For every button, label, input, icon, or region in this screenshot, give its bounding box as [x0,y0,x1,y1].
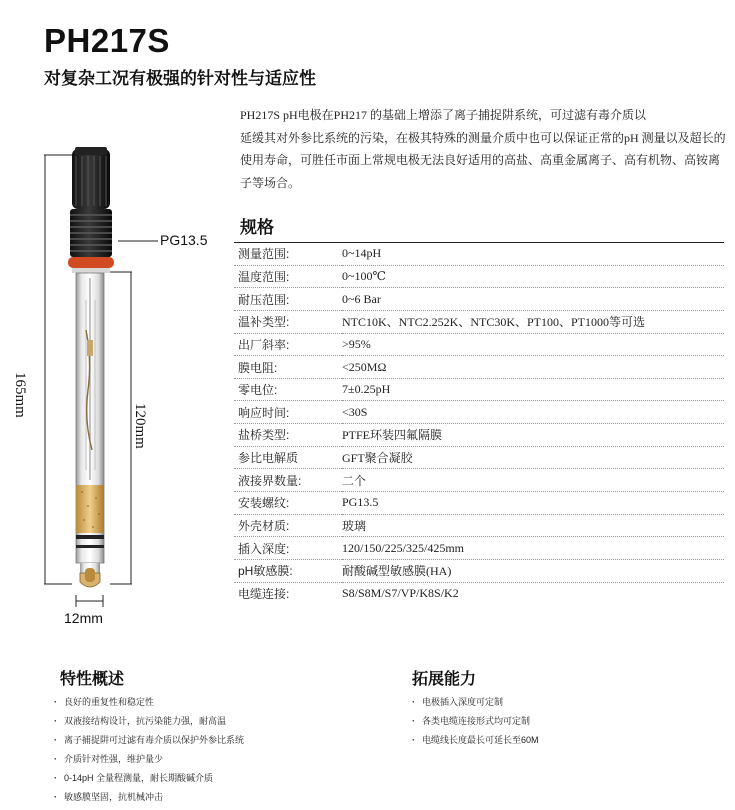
spec-row [234,310,724,333]
spec-label: 参比电解质 [234,446,342,469]
spec-value: 7±0.25pH [342,378,724,401]
spec-row [234,492,724,515]
spec-value: <30S [342,401,724,424]
spec-row [234,537,724,560]
spec-value: 玻璃 [342,514,724,537]
spec-label: 盐桥类型: [234,424,342,447]
spec-label: 膜电阻: [234,356,342,379]
spec-heading: 规格 [240,218,274,237]
list-item: · 电缆线长度最长可延长至60M [412,731,539,750]
spec-label: 响应时间: [234,401,342,424]
spec-label: 出厂斜率: [234,333,342,356]
spec-value: 120/150/225/325/425mm [342,537,724,560]
spec-row [234,582,724,604]
spec-label: 电缆连接: [238,586,290,601]
insert-length-label: 120mm [132,403,148,449]
total-length-label: 165mm [12,372,28,418]
list-item: · 介质针对性强，维护量少 [54,750,244,769]
spec-table [234,242,724,604]
spec-value: PTFE环装四氟隔膜 [342,424,724,447]
spec-label: 温补类型: [234,310,342,333]
spec-label: 温度范围: [234,265,342,288]
spec-label: 插入深度: [234,537,342,560]
spec-value: 0~14pH [342,243,724,266]
thread-dimension-label: PG13.5 [160,232,208,248]
spec-value: PG13.5 [342,492,724,515]
spec-value: NTC10K、NTC2.252K、NTC30K、PT100、PT1000等可选 [342,310,724,333]
spec-value: 耐酸碱型敏感膜(HA) [342,559,724,582]
description-body: 延缓其对外参比系统的污染，在极其特殊的测量介质中也可以保证正常的pH 测量以及超长的使用寿命，可胜任市面上常规电极无法良好适用的高盐、高重金属离子、高有机物、高铵离子等场合。 [240,130,726,190]
list-item: · 敏感膜坚固，抗机械冲击 [54,788,244,807]
spec-value: 0~100℃ [342,265,724,288]
spec-row [234,333,724,356]
spec-row [234,469,724,492]
spec-row [234,424,724,447]
product-title: PH217S [44,22,170,59]
spec-label: 耐压范围: [234,288,342,311]
spec-row [234,514,724,537]
spec-row [234,378,724,401]
list-item: · 双液接结构设计，抗污染能力强，耐高温 [54,712,244,731]
extension-list [412,693,539,750]
spec-value: GFT聚合凝胶 [342,446,724,469]
spec-row [234,265,724,288]
spec-value: 二个 [342,469,724,492]
list-item: · 电极插入深度可定制 [412,693,539,712]
features-list [54,693,244,807]
spec-row [234,446,724,469]
spec-value: 0~6 Bar [342,288,724,311]
diameter-label: 12mm [64,610,103,626]
description-line-1: PH217S pH电极在PH217 的基础上增添了离子捕捉阱系统，可过滤有毒介质以 [240,108,647,122]
spec-row [234,559,724,582]
spec-label: 测量范围: [234,243,342,266]
electrode-illustration [0,140,240,620]
spec-row [234,356,724,379]
spec-label: pH敏感膜: [234,559,342,582]
spec-label: 外壳材质: [234,514,342,537]
spec-label: 液接界数量: [234,469,342,492]
spec-label: 零电位: [234,378,342,401]
product-description [240,104,728,194]
extension-heading: 拓展能力 [412,671,477,688]
spec-value: >95% [342,333,724,356]
spec-value: <250MΩ [342,356,724,379]
spec-row [234,401,724,424]
spec-label: 安装螺纹: [234,492,342,515]
list-item: · 离子捕捉阱可过滤有毒介质以保护外参比系统 [54,731,244,750]
spec-value: S8/S8M/S7/VP/K8S/K2 [342,585,459,600]
list-item: · 各类电缆连接形式均可定制 [412,712,539,731]
list-item: · 良好的重复性和稳定性 [54,693,244,712]
spec-row [234,243,724,266]
product-subtitle: 对复杂工况有极强的针对性与适应性 [44,69,316,88]
list-item: · 0-14pH 全量程测量，耐长期酸碱介质 [54,769,244,788]
features-heading: 特性概述 [60,671,125,688]
spec-row [234,288,724,311]
